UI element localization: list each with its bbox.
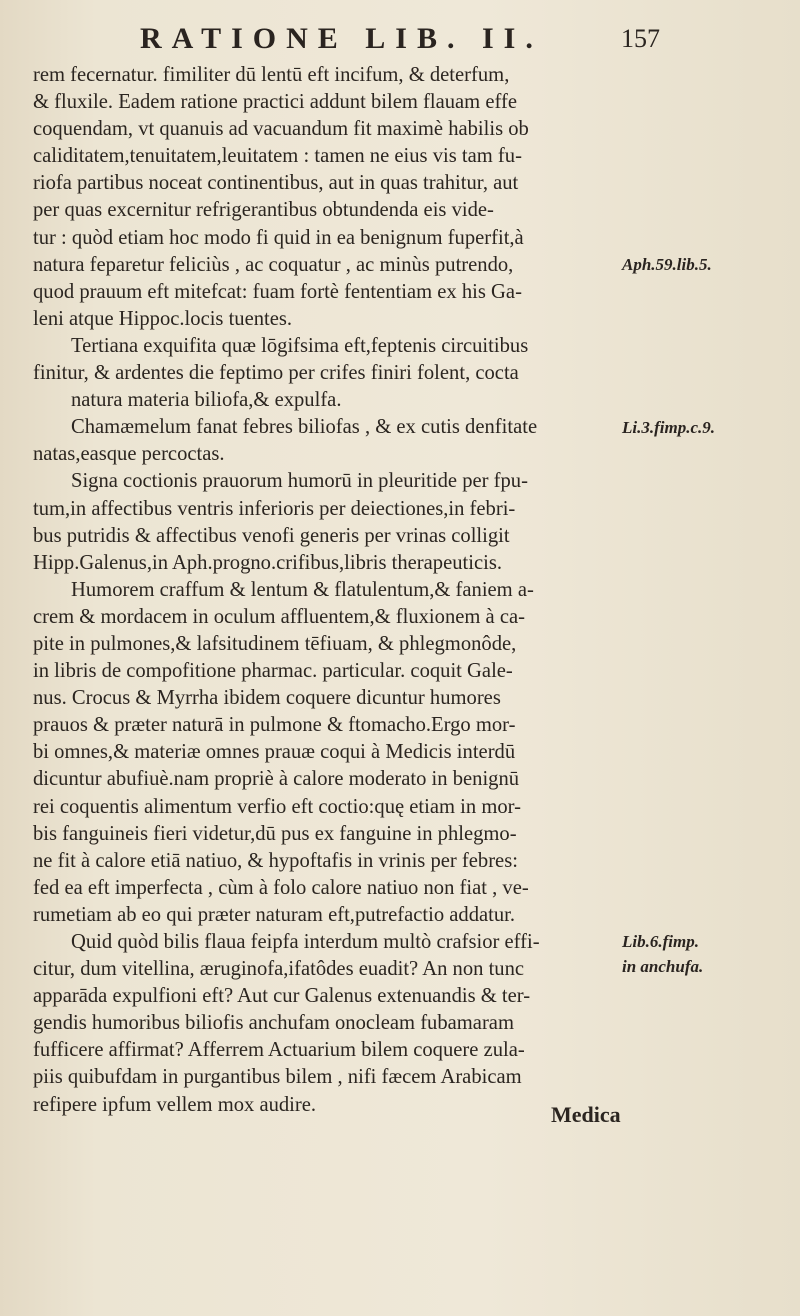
text-line: ne fit à calore etiā natiuo, & hypoftafis in vrinis per febres:: [33, 849, 518, 872]
text-line: finitur, & ardentes die feptimo per crifes finiri folent, cocta: [33, 362, 519, 385]
text-line: coquendam, vt quanuis ad vacuandum fit maximè habilis ob: [33, 118, 529, 141]
text-line: & fluxile. Eadem ratione practici addunt bilem flauam effe: [33, 91, 517, 114]
page-header: [60, 22, 660, 62]
text-line: crem & mordacem in oculum affluentem,& fluxionem à ca-: [33, 605, 525, 628]
text-line: quod prauum eft mitefcat: fuam fortè fententiam ex his Ga-: [33, 280, 522, 303]
margin-note: Li.3.fimp.c.9.: [622, 418, 716, 437]
text-line: tur : quòd etiam hoc modo fi quid in ea benignum fuperfit,à: [33, 226, 524, 249]
text-line: apparāda expulfioni eft? Aut cur Galenus extenuandis & ter-: [33, 985, 531, 1008]
text-line: refipere ipfum vellem mox audire.: [33, 1093, 317, 1116]
text-line: natura materia biliofa,& expulfa.: [71, 389, 342, 412]
text-line: rumetiam ab eo qui præter naturam eft,putrefactio addatur.: [33, 903, 516, 926]
text-line: piis quibufdam in purgantibus bilem , nifi fæcem Arabicam: [33, 1066, 522, 1089]
catchword: Medica: [551, 1102, 621, 1127]
margin-note: Lib.6.fimp.: [622, 932, 699, 951]
text-line: rem fecernatur. fimiliter dū lentū eft incifum, & deterfum,: [33, 64, 510, 86]
text-line: fed ea eft imperfecta , cùm à folo calore natiuo non fiat , ve-: [33, 876, 529, 899]
text-line: citur, dum vitellina, æruginofa,ifatôdes euadit? An non tunc: [33, 958, 525, 981]
text-line: Hipp.Galenus,in Aph.progno.crifibus,libris therapeuticis.: [33, 551, 503, 574]
text-line: dicuntur abufiuè.nam propriè à calore moderato in benignū: [33, 768, 520, 791]
text-line: tum,in affectibus ventris inferioris per deiectiones,in febri-: [33, 497, 516, 520]
text-line: leni atque Hippoc.locis tuentes.: [33, 307, 293, 330]
text-line: Tertiana exquifita quæ lōgifsima eft,feptenis circuitibus: [71, 334, 529, 357]
running-title: RATIONE LIB. II.: [140, 22, 543, 55]
text-line: natas,easque percoctas.: [33, 443, 225, 466]
margin-note: Aph.59.lib.5.: [622, 255, 712, 274]
text-line: Chamæmelum fanat febres biliofas , & ex cutis denfitate: [71, 416, 538, 439]
text-line: Quid quòd bilis flaua feipfa interdum multò crafsior effi-: [71, 931, 540, 953]
margin-note: in anchufa.: [622, 957, 704, 976]
text-line: per quas excernitur refrigerantibus obtundenda eis vide-: [33, 199, 494, 222]
text-line: nus. Crocus & Myrrha ibidem coquere dicuntur humores: [33, 687, 501, 710]
text-line: bus putridis & affectibus venofi generis per vrinas colligit: [33, 524, 510, 547]
text-line: bi omnes,& materiæ omnes prauæ coqui à Medicis interdū: [33, 741, 516, 764]
text-line: in libris de compofitione pharmac. particular. coquit Gale-: [33, 660, 513, 683]
text-line: Signa coctionis prauorum humorū in pleuritide per fpu-: [71, 470, 528, 493]
text-line: pite in pulmones,& lafsitudinem tēfiuam, & phlegmonôde,: [33, 632, 517, 655]
text-line: fufficere affirmat? Afferrem Actuarium bilem coquere zula-: [33, 1039, 525, 1062]
text-line: bis fanguineis fieri videtur,dū pus ex fanguine in phlegmo-: [33, 822, 517, 845]
text-line: gendis humoribus biliofis anchufam onocleam fubamaram: [33, 1012, 514, 1035]
text-line: riofa partibus noceat continentibus, aut in quas trahitur, aut: [33, 172, 519, 195]
text-line: prauos & præter naturā in pulmone & ftomacho.Ergo mor-: [33, 714, 516, 737]
body-text: [33, 62, 618, 1119]
text-line: rei coquentis alimentum verfio eft coctio:quę etiam in mor-: [33, 795, 521, 818]
text-line: caliditatem,tenuitatem,leuitatem : tamen ne eius vis tam fu-: [33, 145, 522, 168]
page-number: 157: [621, 24, 660, 53]
text-line: natura feparetur feliciùs , ac coquatur , ac minùs putrendo,: [33, 253, 514, 276]
text-line: Humorem craffum & lentum & flatulentum,& faniem a-: [71, 578, 534, 601]
